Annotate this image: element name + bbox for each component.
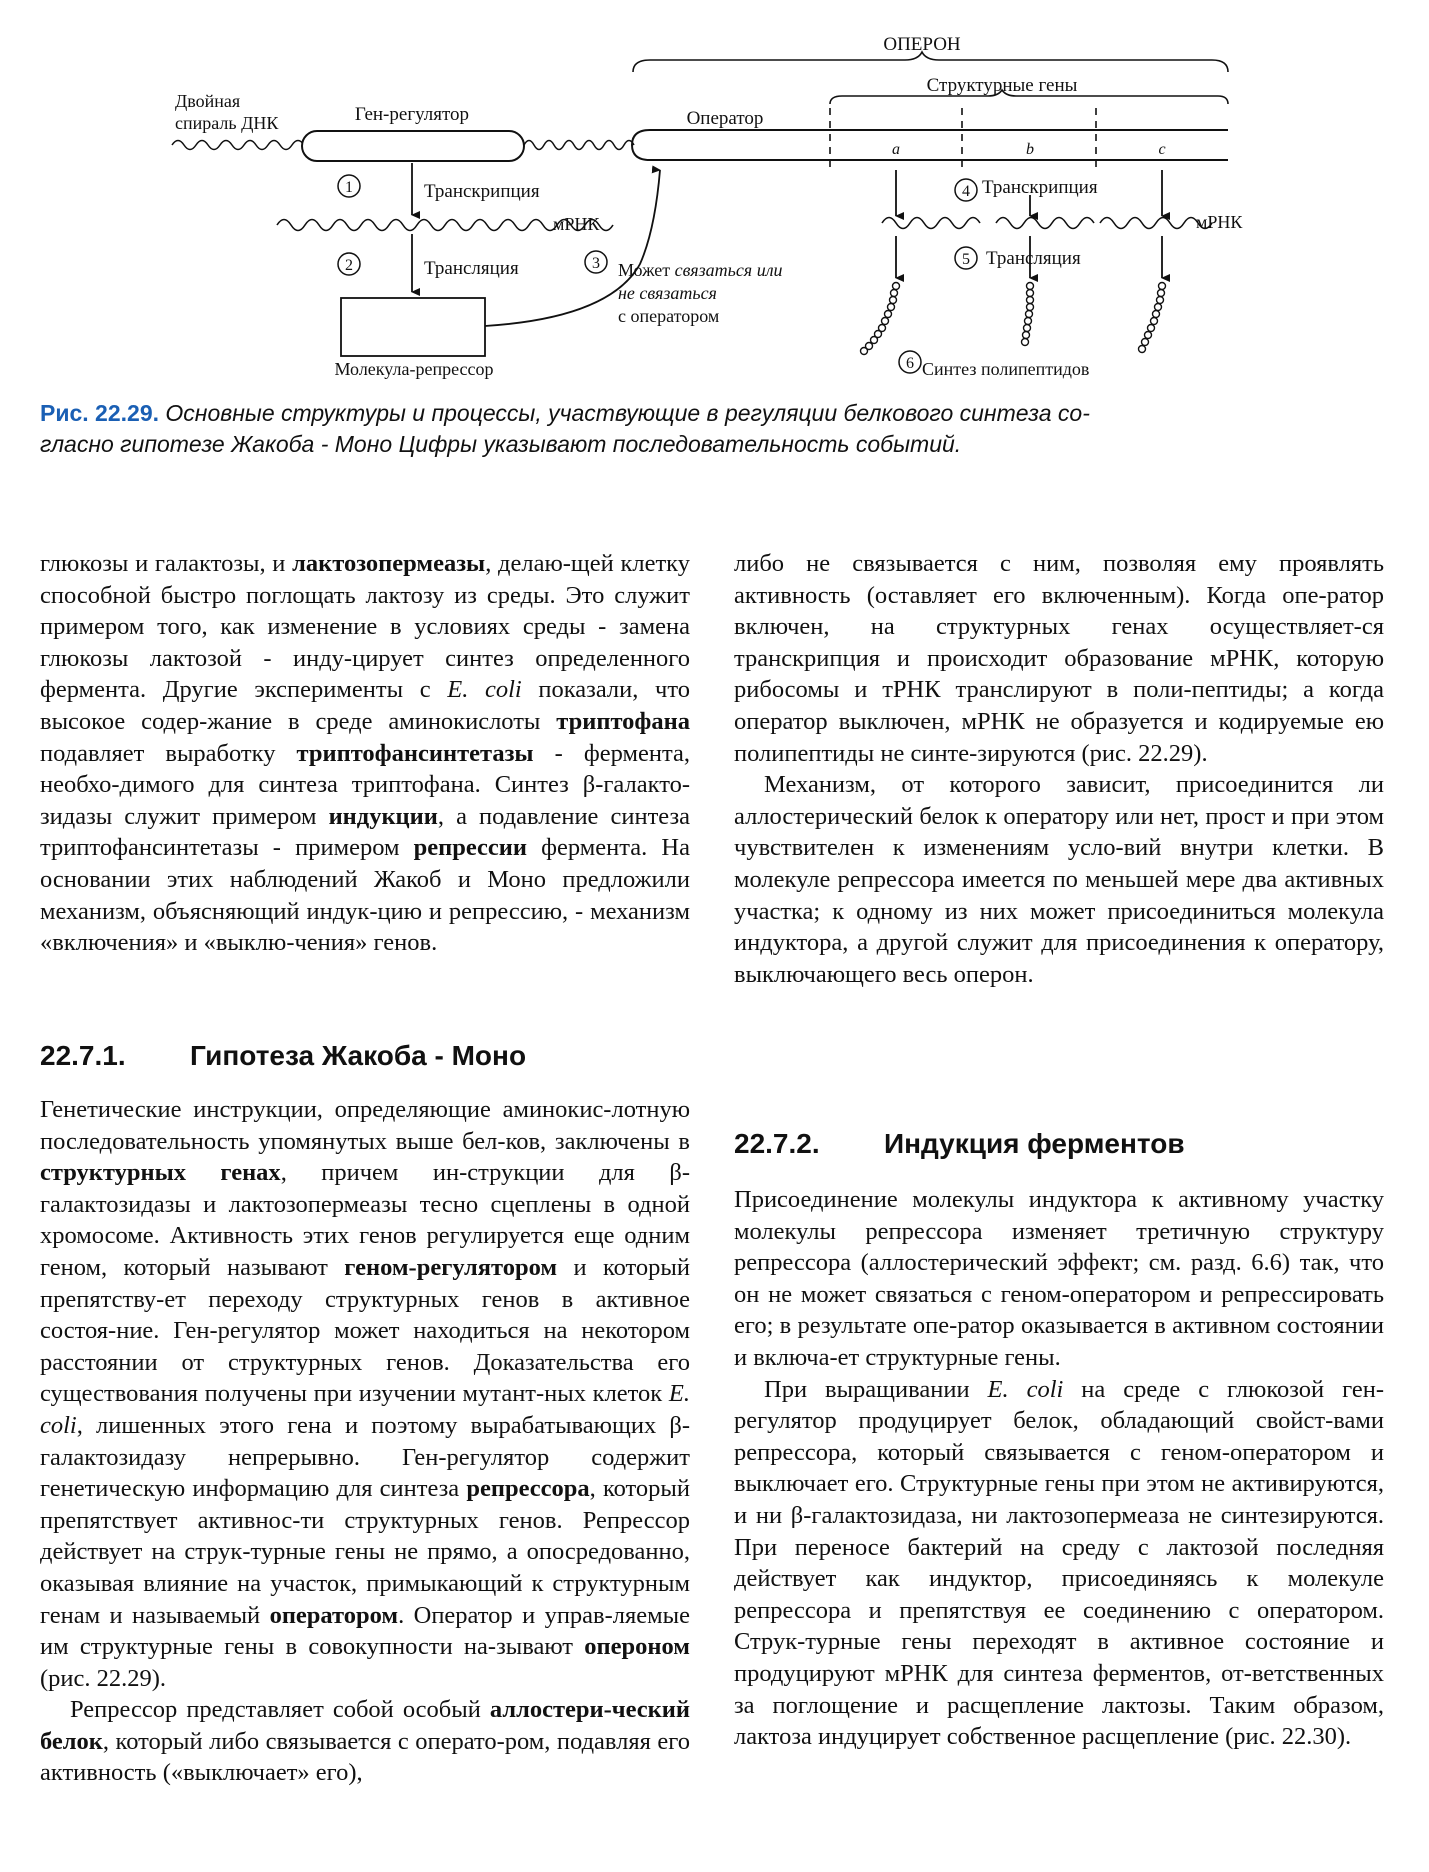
figure-operon-diagram xyxy=(0,0,1429,400)
caption-line2: гласно гипотезе Жакоба - Моно Цифры указывают последовательность событий. xyxy=(40,431,962,457)
transcription-label-left: Транскрипция xyxy=(424,181,540,202)
gene-c-label: c xyxy=(1158,141,1166,158)
mrna-label-left: мРНК xyxy=(553,214,600,234)
left-paragraph-1: глюкозы и галактозы, и лактозопермеазы, делаю-щей клетку способной быстро поглощать лактозу из среды. Это служит примером того, как изменение в условиях среды - замена глюкозы лактозой - инду-цирует синтез определенного фермента. Другие эксперименты с E. coli показали, что высокое содер-жание в среде аминокислоты триптофана подавляет выработку триптофансинтетазы - фермента, необхо-димого для синтеза триптофана. Синтез β-галакто-зидазы служит примером индукции, а подавление синтеза триптофансинтетазы - примером репрессии фермента. На основании этих наблюдений Жакоб и Моно предложили механизм, объясняющий индук-цию и репрессию, - механизм «включения» и «выклю-чения» генов. xyxy=(40,550,690,957)
dna-label-line2: спираль ДНК xyxy=(175,113,279,133)
operator-end xyxy=(632,130,650,160)
step-5-number: 5 xyxy=(962,251,970,268)
may-bind-line3: с оператором xyxy=(618,306,720,326)
mrna-wave-b xyxy=(996,218,1094,229)
translation-label-left: Трансляция xyxy=(424,258,519,279)
left-column-top xyxy=(40,548,690,959)
mrna-wave-a xyxy=(882,218,980,229)
may-bind-line2: не связаться xyxy=(618,283,717,303)
step-1-number: 1 xyxy=(345,179,353,196)
right-paragraph-2: Механизм, от которого зависит, присоединится ли аллостерический белок к оператору или нет, прост и при этом чувствителен к изменениям усло-вий внутри клетки. В молекуле репрессора имеется по меньшей мере два активных участка; к одному из них может присоединиться молекула индуктора, а другой служит для присоединения к оператору, выключающего весь оперон. xyxy=(734,771,1384,988)
polypeptide-synthesis-label: Синтез полипептидов xyxy=(922,359,1090,379)
operon-dna-bar xyxy=(650,130,1228,160)
right-column-bottom xyxy=(734,1184,1384,1753)
gene-b-label: b xyxy=(1026,141,1034,158)
operon-brace xyxy=(633,52,1228,72)
caption-line1: Рис. 22.29. Основные структуры и процессы, участвующие в регуляции белкового синтеза со- xyxy=(40,400,1090,426)
operon-diagram-svg xyxy=(0,0,1429,400)
repressor-label: Молекула-репрессор xyxy=(334,359,494,379)
mrna-label-right: мРНК xyxy=(1196,212,1243,232)
step-4-number: 4 xyxy=(962,183,970,200)
right-column-top xyxy=(734,548,1384,990)
section-heading-22-7-1: 22.7.1. Гипотеза Жакоба - Моно xyxy=(40,1040,527,1071)
left-paragraph-3: Репрессор представляет собой особый аллостери-ческий белок, который либо связывается с операто-ром, подавляя его активность («выключает» его), xyxy=(40,1696,690,1787)
may-bind-line1: Может связаться или xyxy=(618,260,783,280)
operon-label: ОПЕРОН xyxy=(883,34,961,55)
figure-caption xyxy=(40,398,1390,460)
section-heading-22-7-2: 22.7.2. Индукция ферментов xyxy=(734,1128,1185,1159)
gene-a-label: a xyxy=(892,141,900,158)
step-2-number: 2 xyxy=(345,257,353,274)
transcription-label-right: Транскрипция xyxy=(982,177,1098,198)
caption-number: Рис. 22.29. xyxy=(40,400,159,426)
dna-helix-middle xyxy=(524,141,634,150)
gene-regulator-block xyxy=(302,131,524,161)
right-paragraph-4: При выращивании E. coli на среде с глюкозой ген-регулятор продуцирует белок, обладающий свойст-вами репрессора, который связывается с геном-оператором и выключает его. Структурные гены при этом не активируются, и ни β-галактозидаза, ни лактозопермеаза не синтезируются. При переносе бактерий на среду с лактозой последняя действует как индуктор, присоединяясь к молекуле репрессора и препятствуя ее соединению с оператором. Струк-турные гены переходят в активное состояние и продуцируют мРНК для синтеза ферментов, от-ветственных за поглощение и расщепление лактозы. Таким образом, лактоза индуцирует собственное расщепление (рис. 22.30). xyxy=(734,1375,1384,1751)
step-6-number: 6 xyxy=(906,355,914,372)
operator-label: Оператор xyxy=(686,108,764,129)
structural-genes-label: Структурные гены xyxy=(926,75,1078,96)
step-3-number: 3 xyxy=(592,255,600,272)
repressor-box xyxy=(341,298,485,356)
right-paragraph-1: либо не связывается с ним, позволяя ему проявлять активность (оставляет его включенным). Когда опе-ратор включен, на структурных генах осуществляет-ся транскрипция и происходит образование мРНК, которую рибосомы и тРНК транслируют в поли-пептиды; а когда оператор выключен, мРНК не образуется и кодируемые ею полипептиды не синте-зируются (рис. 22.29). xyxy=(734,550,1384,767)
gene-regulator-label: Ген-регулятор xyxy=(354,104,470,125)
right-paragraph-3: Присоединение молекулы индуктора к активному участку молекулы репрессора изменяет третичную структуру репрессора (аллостерический эффект; см. разд. 6.6) так, что он не может связаться с геном-оператором и репрессировать его; в результате опе-ратор оказывается в активном состоянии и включа-ет структурные гены. xyxy=(734,1186,1384,1371)
gene-separators xyxy=(830,108,1096,172)
left-column-bottom xyxy=(40,1094,690,1789)
dna-label-line1: Двойная xyxy=(175,91,241,111)
translation-label-right: Трансляция xyxy=(986,248,1081,269)
left-paragraph-2: Генетические инструкции, определяющие аминокис-лотную последовательность упомянутых выше бел-ков, заключены в структурных генах, причем ин-струкции для β-галактозидазы и лактозопермеазы тесно сцеплены в одной хромосоме. Активность этих генов регулируется еще одним геном, который называют геном-регулятором и который препятству-ет переходу структурных генов в активное состоя-ние. Ген-регулятор может находиться на некотором расстоянии от структурных генов. Доказательства его существования получены при изучении мутант-ных клеток E. coli, лишенных этого гена и поэтому вырабатывающих β-галактозидазу непрерывно. Ген-регулятор содержит генетическую информацию для синтеза репрессора, который препятствует активнос-ти структурных генов. Репрессор действует на струк-турные гены не прямо, а опосредованно, оказывая влияние на участок, примыкающий к структурным генам и называемый оператором. Оператор и управ-ляемые им структурные гены в совокупности на-зывают опероном (рис. 22.29). xyxy=(40,1096,690,1692)
polypeptide-chains xyxy=(861,283,1166,355)
